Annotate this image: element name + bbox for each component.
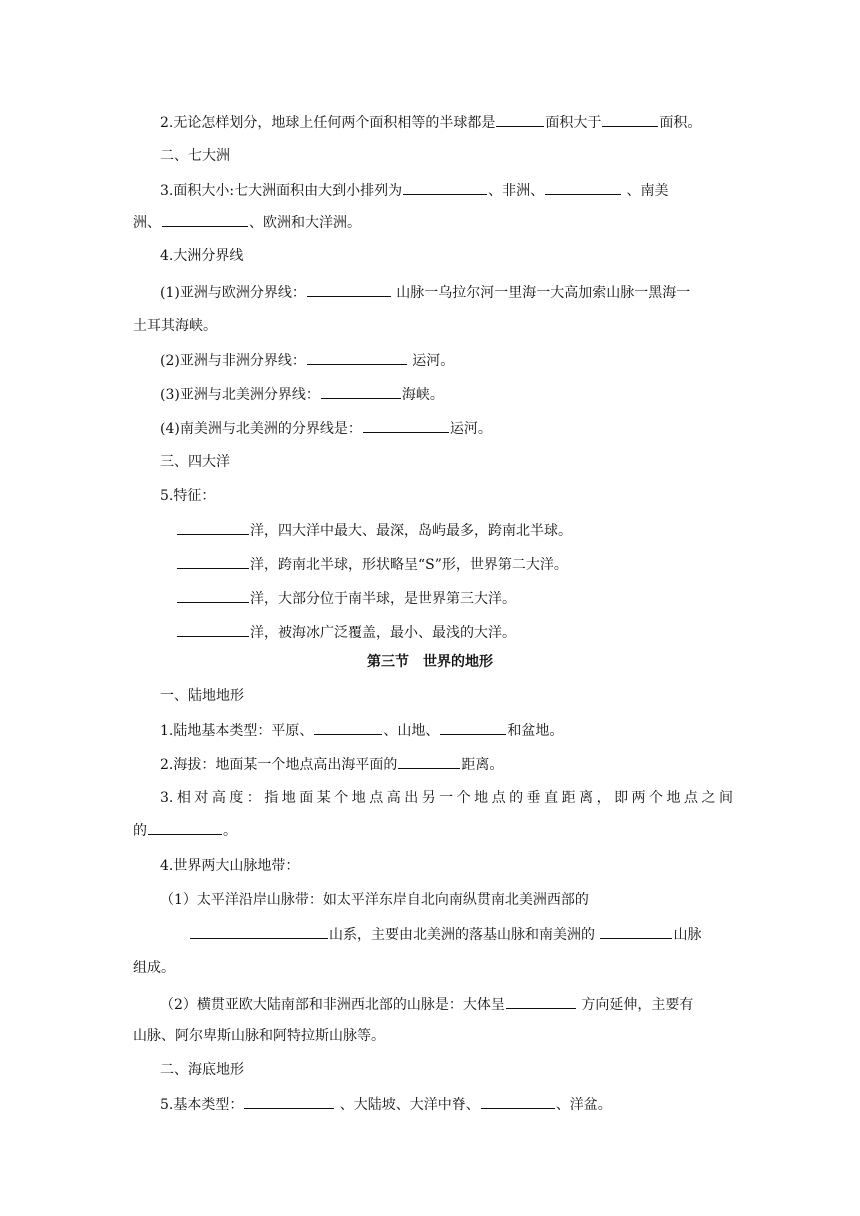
ocean-text-4: 洋，被海冰广泛覆盖，最小、最浅的大洋。 (250, 625, 516, 641)
q4-2-text-b: 运河。 (407, 353, 455, 369)
q2-altitude-text-b: 距离。 (461, 757, 504, 773)
section-title: 一、陆地地形 (160, 688, 244, 704)
q4-1-text-c: 土耳其海峡。 (133, 318, 217, 334)
ocean-text-3: 洋，大部分位于南半球，是世界第三大洋。 (250, 591, 516, 607)
ocean-blank-4[interactable] (177, 622, 249, 637)
q1-land-blank-2[interactable] (440, 720, 506, 735)
q2-text-c: 面积。 (659, 115, 702, 131)
q3-relative-text: 3.相对高度：指地面某个地点高出另一个地点的垂直距离，即两个地点之间 (160, 790, 733, 806)
q4-3-text-b: 海峡。 (401, 387, 444, 403)
q3-blank-3[interactable] (162, 212, 248, 227)
q5-seafloor-blank-2[interactable] (481, 1094, 555, 1109)
mountain-text-b: 山脉 (673, 927, 702, 943)
land-landforms-title (160, 686, 760, 706)
q5-seafloor-text-a: 5.基本类型： (160, 1097, 244, 1113)
mountain-text-a: 山系，主要由北美洲的落基山脉和南美洲的 (329, 927, 600, 943)
q3-text-b: 、非洲、 (488, 183, 545, 199)
section-title: 二、海底地形 (160, 1062, 244, 1078)
q4-title (160, 246, 760, 266)
mountain-belt-1-text: （1）太平洋沿岸山脉带：如太平洋东岸自北向南纵贯南北美洲西部的 (160, 892, 589, 908)
q1-land-line (160, 720, 760, 740)
q3-relative-line (160, 788, 733, 808)
q4-1-line (160, 282, 733, 302)
q3-blank-1[interactable] (403, 180, 487, 195)
ocean-text-1: 洋，四大洋中最大、最深，岛屿最多，跨南北半球。 (250, 523, 572, 539)
q3-text-c: 、南美 (622, 183, 669, 199)
section-seven-continents (160, 146, 760, 166)
q2-blank-1[interactable] (496, 112, 544, 127)
q2-line (160, 112, 760, 132)
q3-text-a: 3.面积大小:七大洲面积由大到小排列为 (160, 183, 403, 199)
mountain-belt-2-line (160, 994, 733, 1014)
ocean-blank-1[interactable] (177, 520, 249, 535)
q4-mountain-text: 4.世界两大山脉地带： (160, 858, 300, 874)
q1-land-blank-1[interactable] (314, 720, 382, 735)
q2-altitude-line (160, 754, 760, 774)
q3-text-e: 、欧洲和大洋洲。 (249, 215, 361, 231)
q3-blank-2[interactable] (545, 180, 621, 195)
ocean-blank-2[interactable] (177, 554, 249, 569)
mountain-belt-2-line-2 (133, 1026, 733, 1046)
q5-seafloor-text-b: 、大陆坡、大洋中脊、 (335, 1097, 480, 1113)
ocean-line-4 (176, 622, 776, 642)
q4-2-line (160, 350, 760, 370)
q2-text-a: 2.无论怎样划分，地球上任何两个面积相等的半球都是 (160, 115, 496, 131)
mountain-belt-2-text-b: 方向延伸，主要有 (576, 997, 694, 1013)
mountain-belt-1-line-3 (133, 958, 733, 978)
section-heading: 第三节 世界的地形 (367, 654, 493, 670)
mountain-blank-1[interactable] (190, 924, 328, 939)
q4-2-text-a: (2)亚洲与非洲分界线： (160, 353, 306, 369)
q4-1-line-2 (133, 316, 733, 336)
q4-3-text-a: (3)亚洲与北美洲分界线： (160, 387, 320, 403)
q4-4-line (160, 418, 760, 438)
q2-text-b: 面积大于 (545, 115, 602, 131)
q2-blank-2[interactable] (602, 112, 658, 127)
mountain-blank-2[interactable] (600, 924, 672, 939)
q4-3-line (160, 384, 760, 404)
mountain-belt-2-text-c: 山脉、阿尔卑斯山脉和阿特拉斯山脉等。 (133, 1028, 385, 1044)
q4-1-text-a: (1)亚洲与欧洲分界线： (160, 285, 306, 301)
q5-seafloor-text-c: 、洋盆。 (555, 1097, 612, 1113)
q4-4-text-a: (4)南美洲与北美洲的分界线是： (160, 421, 362, 437)
q3-relative-blank[interactable] (148, 820, 222, 835)
ocean-blank-3[interactable] (177, 588, 249, 603)
mountain-belt-1-line-2 (189, 924, 789, 944)
q3-relative-text-b: 的 (133, 823, 147, 839)
q1-land-text-c: 和盆地。 (507, 723, 564, 739)
q2-altitude-blank[interactable] (398, 754, 460, 769)
q5-title (160, 486, 760, 506)
q5-seafloor-blank-1[interactable] (244, 1094, 334, 1109)
q4-text: 4.大洲分界线 (160, 248, 244, 264)
q4-4-text-b: 运河。 (449, 421, 492, 437)
q5-seafloor-line (160, 1094, 760, 1114)
section-title: 二、七大洲 (160, 148, 230, 164)
mountain-belt-2-blank[interactable] (506, 994, 576, 1009)
q1-land-text-b: 、山地、 (383, 723, 440, 739)
q4-2-blank[interactable] (307, 350, 407, 365)
q4-4-blank[interactable] (363, 418, 449, 433)
q3-text-d: 洲、 (133, 215, 161, 231)
section-title: 三、四大洋 (160, 454, 230, 470)
q4-3-blank[interactable] (321, 384, 401, 399)
section-seafloor (160, 1060, 760, 1080)
q3-line (160, 180, 733, 200)
q4-1-text-b: 山脉一乌拉尔河一里海一大高加索山脉一黑海一 (391, 285, 691, 301)
q5-text: 5.特征： (160, 488, 216, 504)
q3-relative-text-c: 。 (223, 823, 237, 839)
q4-mountain-title (160, 856, 760, 876)
q3-relative-line-2 (133, 820, 733, 840)
mountain-belt-2-text-a: （2）横贯亚欧大陆南部和非洲西北部的山脉是：大体呈 (160, 997, 505, 1013)
section-four-oceans (160, 452, 760, 472)
mountain-belt-1-line (160, 890, 760, 910)
mountain-text-c: 组成。 (133, 960, 175, 976)
q3-line-2 (133, 212, 733, 232)
q4-1-blank[interactable] (307, 282, 391, 297)
q2-altitude-text-a: 2.海拔：地面某一个地点高出海平面的 (160, 757, 398, 773)
q1-land-text-a: 1.陆地基本类型：平原、 (160, 723, 314, 739)
ocean-line-1 (176, 520, 776, 540)
ocean-line-2 (176, 554, 776, 574)
ocean-text-2: 洋，跨南北半球，形状略呈“S”形，世界第二大洋。 (250, 557, 568, 573)
ocean-line-3 (176, 588, 776, 608)
